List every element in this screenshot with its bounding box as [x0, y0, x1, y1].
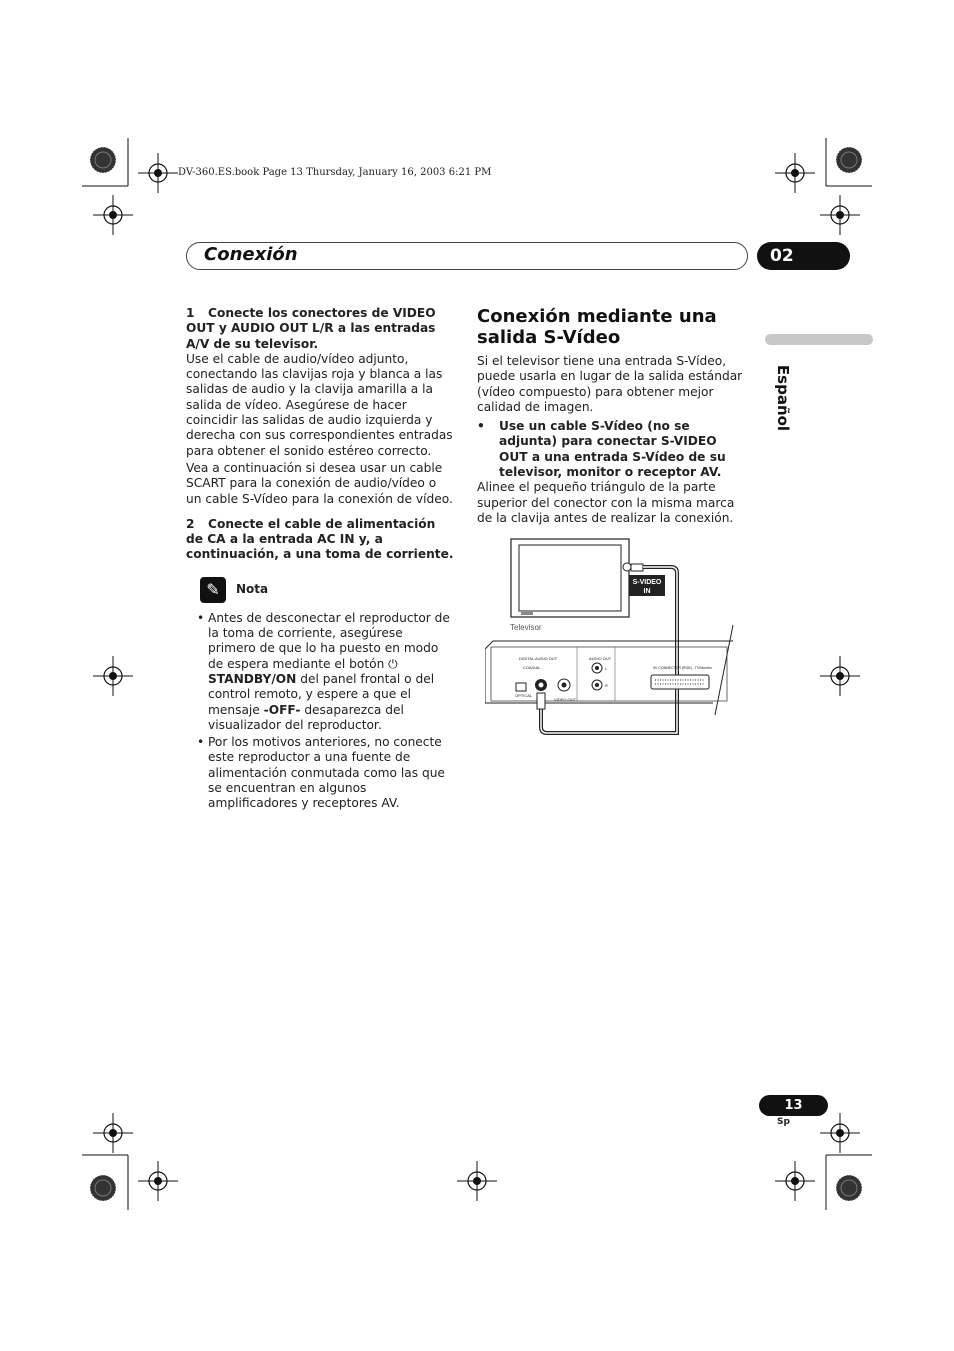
svg-text:L: L — [605, 666, 608, 671]
registration-mark-icon — [775, 1161, 815, 1201]
registration-mark-icon — [93, 195, 133, 235]
note-pencil-icon: ✎ — [200, 577, 226, 603]
step-1-para-2: Vea a continuación si desea usar un cable SCART para la conexión de audio/vídeo o un cable S-Vídeo para la conexión de vídeo. — [186, 460, 453, 506]
svg-text:S-VIDEO: S-VIDEO — [632, 579, 662, 586]
page-number: 13 — [759, 1095, 828, 1116]
note-header — [200, 577, 454, 603]
svg-text:AUDIO OUT: AUDIO OUT — [589, 656, 612, 661]
svg-text:OPTICAL: OPTICAL — [515, 693, 533, 698]
page-language: Sp — [777, 1117, 790, 1127]
note-bullet-2: • Por los motivos anteriores, no conecte este reproductor a una fuente de alimentación conmutada como las que se encuentran en algunos amplificadores y receptores AV. — [197, 735, 445, 811]
registration-star-icon — [836, 147, 862, 173]
svg-text:COAXIAL: COAXIAL — [523, 665, 541, 670]
svideo-intro: Si el televisor tiene una entrada S-Vídeo, puede usarla en lugar de la salida estándar (vídeo compuesto) para obtener mejor calidad de imagen. — [477, 354, 743, 414]
registration-mark-icon — [93, 656, 133, 696]
left-column — [186, 306, 454, 814]
registration-mark-icon — [775, 153, 815, 193]
svg-text:R: R — [605, 683, 608, 688]
power-icon: ⏻ — [388, 656, 398, 671]
note-bullet-1: • Antes de desconectar el reproductor de la toma de corriente, asegúrese primero de que lo ha puesto en modo de espera mediante el botón ⏻ STANDBY/ON del panel frontal o del control remoto, y espere a que el mensaje -OFF- desaparezca del visualizador del reproductor. — [197, 610, 450, 732]
language-tab — [765, 334, 873, 345]
tv-illustration — [511, 539, 629, 617]
registration-star-icon — [90, 1175, 116, 1201]
language-label: Español — [774, 364, 792, 432]
registration-mark-icon — [820, 1113, 860, 1153]
step-1-para-1: Use el cable de audio/vídeo adjunto, conectando las clavijas roja y blanca a las salidas de audio y la clavija amarilla a la salida de vídeo. Asegúrese de hacer coincidir las salidas de audio izquierda y derecha con sus correspondientes entradas para obtener el sonido estéreo correcto. — [186, 351, 453, 458]
svg-text:IN: IN — [643, 588, 651, 595]
player-rear-panel — [485, 625, 733, 715]
book-header: DV-360.ES.book Page 13 Thursday, January 16, 2003 6:21 PM — [178, 167, 492, 178]
registration-mark-icon — [138, 1161, 178, 1201]
svideo-bullet-title: • Use un cable S-Vídeo (no se adjunta) para conectar S-VIDEO OUT a una entrada S-Vídeo de su televisor, monitor o receptor AV. — [477, 419, 726, 480]
registration-mark-icon — [820, 656, 860, 696]
registration-star-icon — [836, 1175, 862, 1201]
registration-mark-icon — [457, 1161, 497, 1201]
svg-text:AV CONNECTOR (RGB) - TV/Monito: AV CONNECTOR (RGB) - TV/Monitor — [653, 666, 712, 670]
chapter-number: 02 — [757, 242, 850, 270]
registration-star-icon — [90, 147, 116, 173]
registration-mark-icon — [820, 195, 860, 235]
svideo-connection-diagram — [485, 535, 745, 740]
registration-mark-icon — [93, 1113, 133, 1153]
svg-text:VIDEO OUT: VIDEO OUT — [554, 697, 577, 702]
step-2-title: 2 Conecte el cable de alimentación de CA a la entrada AC IN y, a continuación, a una toma de corriente. — [186, 516, 454, 562]
svideo-bullet-text: Alinee el pequeño triángulo de la parte superior del conector con la misma marca de la clavija antes de realizar la conexión. — [477, 480, 735, 525]
note-title: Nota — [236, 582, 269, 597]
svg-text:DIGITAL AUDIO OUT: DIGITAL AUDIO OUT — [519, 656, 558, 661]
registration-mark-icon — [138, 153, 178, 193]
right-column — [477, 306, 745, 528]
step-1-title: 1 Conecte los conectores de VIDEO OUT y AUDIO OUT L/R a las entradas A/V de su televisor. — [186, 306, 436, 351]
svideo-heading: Conexión mediante una salida S-Vídeo — [477, 306, 717, 348]
tv-label: Televisor — [510, 623, 542, 632]
section-title: Conexión — [204, 244, 298, 265]
